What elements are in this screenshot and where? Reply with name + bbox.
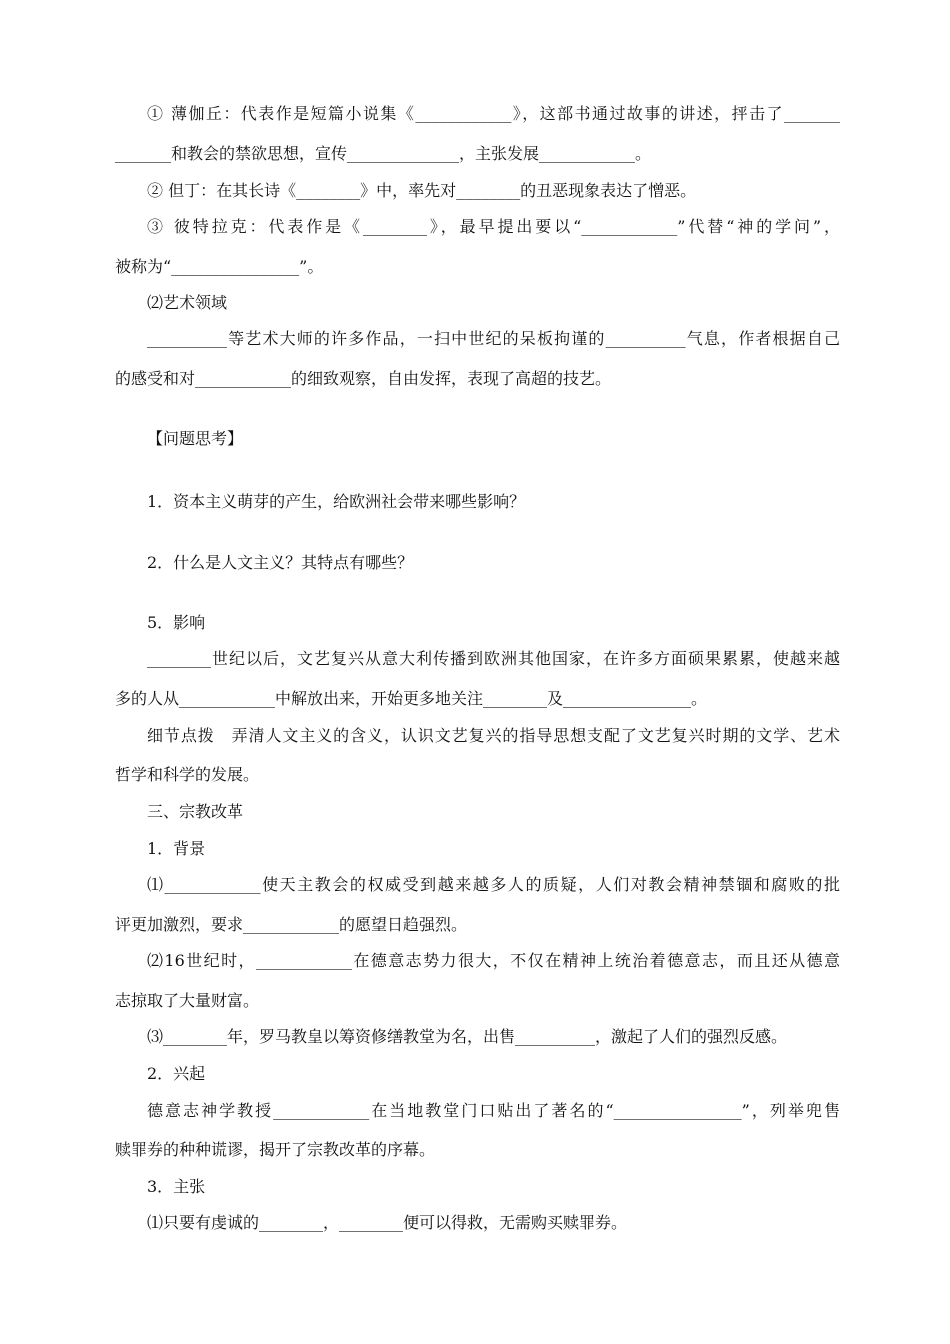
- text-line: ⑶________年，罗马教皇以筹资修缮教堂为名，出售__________，激起了人们的强烈反感。: [147, 1027, 788, 1046]
- text-line: 赎罪券的种种谎谬，揭开了宗教改革的序幕。: [115, 1140, 436, 1159]
- text-line: 的感受和对____________的细致观察，自由发挥，表现了高超的技艺。: [115, 369, 612, 388]
- text-line: ② 但丁：在其长诗《________》中，率先对________的丑恶现象表达了憎恶。: [147, 181, 697, 200]
- section-heading: 3．主张: [147, 1177, 206, 1196]
- text-line: 志掠取了大量财富。: [115, 991, 260, 1010]
- text-line: 评更加激烈，要求____________的愿望日趋强烈。: [115, 915, 468, 934]
- text-line: _______和教会的禁欲思想，宣传______________，主张发展____________。: [115, 144, 652, 163]
- text-line: ⑵16世纪时，____________在德意志势力很大，不仅在精神上统治着德意志，而且还从德意: [147, 951, 840, 970]
- text-line: 细节点拨 弄清人文主义的含义，认识文艺复兴的指导思想支配了文艺复兴时期的文学、艺术: [147, 726, 840, 745]
- text-line: ________世纪以后，文艺复兴从意大利传播到欧洲其他国家，在许多方面硕果累累，使越来越: [147, 649, 840, 668]
- section-heading: ⑵艺术领域: [147, 293, 228, 312]
- text-line: 多的人从____________中解放出来，开始更多地关注________及________________。: [115, 689, 708, 708]
- question-item: 1．资本主义萌芽的产生，给欧洲社会带来哪些影响？: [147, 492, 526, 511]
- question-item: 2．什么是人文主义？其特点有哪些？: [147, 553, 414, 572]
- section-heading: 三、宗教改革: [147, 802, 244, 821]
- text-line: ⑴____________使天主教会的权威受到越来越多人的质疑，人们对教会精神禁锢和腐败的批: [147, 875, 840, 894]
- text-line: 被称为“________________”。: [115, 257, 324, 276]
- section-heading: 1．背景: [147, 839, 206, 858]
- text-line: 哲学和科学的发展。: [115, 765, 260, 784]
- text-line: __________等艺术大师的许多作品，一扫中世纪的呆板拘谨的__________气息，作者根据自己: [147, 329, 840, 348]
- text-line: ⑴只要有虔诚的________，________便可以得救，无需购买赎罪券。: [147, 1213, 628, 1232]
- section-heading: 【问题思考】: [147, 429, 244, 448]
- section-heading: 2．兴起: [147, 1064, 206, 1083]
- section-heading: 5．影响: [147, 613, 206, 632]
- text-line: ③ 彼特拉克：代表作是《________》，最早提出要以“____________”代替“神的学问”，: [147, 217, 840, 236]
- text-line: ① 薄伽丘：代表作是短篇小说集《____________》，这部书通过故事的讲述，抨击了_______: [147, 104, 840, 123]
- text-line: 德意志神学教授____________在当地教堂门口贴出了著名的“________________”，列举兜售: [147, 1101, 840, 1120]
